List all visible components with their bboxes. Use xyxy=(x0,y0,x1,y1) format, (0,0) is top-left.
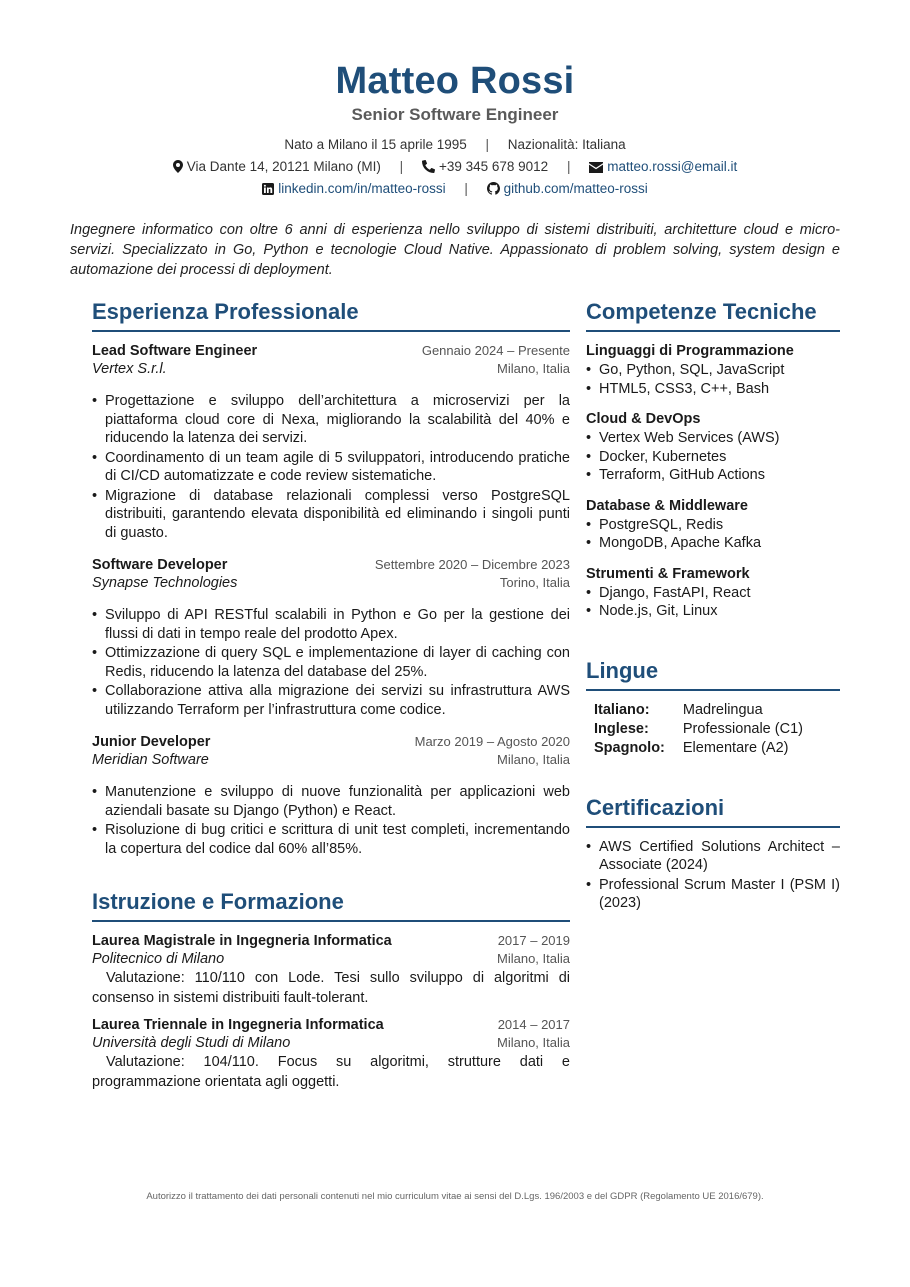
education-section-title: Istruzione e Formazione xyxy=(92,888,570,922)
email-link[interactable]: matteo.rossi@email.it xyxy=(607,159,738,174)
degree-dates: 2014 – 2017 xyxy=(497,1017,570,1032)
separator: | xyxy=(566,159,571,174)
phone-text: +39 345 678 9012 xyxy=(438,159,549,174)
experience-entry xyxy=(92,733,570,858)
linkedin-icon xyxy=(262,183,274,195)
skill-list xyxy=(586,429,840,485)
separator: | xyxy=(399,159,404,174)
github-icon xyxy=(487,182,500,195)
list-item: • Risoluzione di bug critici e scrittura di unit test completi, incrementando la copertura del codice dal 60% all’85%. xyxy=(92,821,570,858)
list-item: • Migrazione di database relazionali complessi verso PostgreSQL distribuiti, garantendo elevata disponibilità ed eliminando i singoli punti di guasto. xyxy=(92,487,570,543)
list-item: • MongoDB, Apache Kafka xyxy=(586,534,840,553)
education-entry xyxy=(92,932,570,1008)
left-column xyxy=(92,298,570,1106)
job-role: Software Developer xyxy=(92,557,228,573)
list-item: • Node.js, Git, Linux xyxy=(586,602,840,621)
job-company: Vertex S.r.l. xyxy=(92,361,167,377)
experience-entry xyxy=(92,342,570,542)
job-bullets xyxy=(92,783,570,858)
nationality-info: Nazionalità: Italiana xyxy=(507,137,626,152)
skill-category: Cloud & DevOps xyxy=(586,411,701,427)
list-item: • Django, FastAPI, React xyxy=(586,584,840,603)
table-row xyxy=(594,701,803,720)
education-note: Valutazione: 110/110 con Lode. Tesi sullo sviluppo di algoritmi di consenso in sistemi distribuiti fault-tolerant. xyxy=(92,970,570,1006)
school-location: Milano, Italia xyxy=(497,951,570,966)
list-item: • Progettazione e sviluppo dell’architettura a microservizi per la piattaforma cloud core di Nexa, migliorando la scalabilità del 40% e riducendo la latenza dei servizi. xyxy=(92,392,570,448)
language-name: Italiano: xyxy=(594,701,650,718)
profile-summary: Ingegnere informatico con oltre 6 anni di esperienza nello sviluppo di sistemi distribuiti, architetture cloud e micro-servizi. Specializzato in Go, Python e tecnologie Cloud Native. Appassionato di problem solving, system design e automazione dei processi di deployment. xyxy=(70,222,840,278)
list-item: • Docker, Kubernetes xyxy=(586,448,840,467)
skill-category: Database & Middleware xyxy=(586,497,748,514)
degree-title: Laurea Triennale in Ingegneria Informatica xyxy=(92,1017,384,1033)
job-location: Milano, Italia xyxy=(497,752,570,767)
candidate-name: Matteo Rossi xyxy=(335,60,575,102)
school-name: Università degli Studi di Milano xyxy=(92,1035,291,1051)
list-item: • Coordinamento di un team agile di 5 sviluppatori, introducendo pratiche di CI/CD automatizzate e code review sistematiche. xyxy=(92,449,570,486)
list-item: • HTML5, CSS3, C++, Bash xyxy=(586,380,840,399)
job-dates: Marzo 2019 – Agosto 2020 xyxy=(414,734,570,749)
github-link[interactable]: github.com/matteo-rossi xyxy=(503,181,648,196)
job-bullets xyxy=(92,392,570,542)
job-bullets xyxy=(92,606,570,719)
list-item: • Go, Python, SQL, JavaScript xyxy=(586,361,840,380)
linkedin-link[interactable]: linkedin.com/in/matteo-rossi xyxy=(278,181,446,196)
list-item: • AWS Certified Solutions Architect – Associate (2024) xyxy=(586,838,840,875)
school-location: Milano, Italia xyxy=(497,1035,570,1050)
experience-entry xyxy=(92,556,570,719)
personal-info-line xyxy=(0,137,910,152)
list-item: • Professional Scrum Master I (PSM I) (2023) xyxy=(586,876,840,913)
job-location: Milano, Italia xyxy=(497,361,570,376)
skill-list xyxy=(586,361,840,398)
list-item: • Terraform, GitHub Actions xyxy=(586,466,840,485)
job-company: Synapse Technologies xyxy=(92,575,238,591)
degree-dates: 2017 – 2019 xyxy=(497,933,570,948)
skill-category: Strumenti & Framework xyxy=(586,565,750,582)
certifications-list xyxy=(586,838,840,913)
job-dates: Settembre 2020 – Dicembre 2023 xyxy=(374,557,570,572)
job-company: Meridian Software xyxy=(92,752,209,768)
language-name: Inglese: xyxy=(594,720,649,737)
experience-section-title: Esperienza Professionale xyxy=(92,298,570,332)
birth-info: Nato a Milano il 15 aprile 1995 xyxy=(284,137,467,152)
language-level: Elementare (A2) xyxy=(682,739,789,756)
languages-section-title: Lingue xyxy=(586,657,840,691)
school-name: Politecnico di Milano xyxy=(92,951,225,967)
contact-info-line xyxy=(0,159,910,174)
separator: | xyxy=(485,137,490,152)
languages-table xyxy=(594,701,803,758)
job-location: Torino, Italia xyxy=(499,575,570,590)
language-level: Professionale (C1) xyxy=(682,720,803,737)
degree-title: Laurea Magistrale in Ingegneria Informatica xyxy=(92,933,392,949)
privacy-footer: Autorizzo il trattamento dei dati personali contenuti nel mio curriculum vitae ai sensi del D.Lgs. 196/2003 e del GDPR (Regolamento UE 2016/679). xyxy=(146,1191,764,1202)
map-marker-icon xyxy=(173,160,183,173)
certifications-section-title: Certificazioni xyxy=(586,794,840,828)
list-item: • PostgreSQL, Redis xyxy=(586,516,840,535)
job-role: Lead Software Engineer xyxy=(92,343,258,359)
envelope-icon xyxy=(589,162,603,173)
skill-list xyxy=(586,584,840,621)
phone-icon xyxy=(422,160,435,173)
education-note: Valutazione: 104/110. Focus su algoritmi, strutture dati e programmazione orientata agli oggetti. xyxy=(92,1054,570,1090)
job-dates: Gennaio 2024 – Presente xyxy=(421,343,570,358)
skill-list xyxy=(586,516,840,553)
links-line xyxy=(0,181,910,196)
list-item: • Sviluppo di API RESTful scalabili in Python e Go per la gestione dei flussi di dati in tempo reale del prodotto Apex. xyxy=(92,606,570,643)
skill-category: Linguaggi di Programmazione xyxy=(586,343,794,359)
list-item: • Vertex Web Services (AWS) xyxy=(586,429,840,448)
separator: | xyxy=(464,181,468,196)
language-name: Spagnolo: xyxy=(594,739,665,756)
table-row xyxy=(594,739,803,758)
list-item: • Ottimizzazione di query SQL e implementazione di layer di caching con Redis, riducendo la latenza del database del 25%. xyxy=(92,644,570,681)
job-role: Junior Developer xyxy=(92,734,211,750)
candidate-role: Senior Software Engineer xyxy=(351,105,559,124)
address-text: Via Dante 14, 20121 Milano (MI) xyxy=(186,159,381,174)
language-level: Madrelingua xyxy=(682,701,763,718)
education-entry xyxy=(92,1016,570,1092)
skills-section-title: Competenze Tecniche xyxy=(586,298,840,332)
list-item: • Manutenzione e sviluppo di nuove funzionalità per applicazioni web aziendali basate su Django (Python) e React. xyxy=(92,783,570,820)
list-item: • Collaborazione attiva alla migrazione dei servizi su infrastruttura AWS utilizzando Terraform per l’infrastruttura come codice. xyxy=(92,682,570,719)
right-column xyxy=(586,298,840,914)
table-row xyxy=(594,720,803,739)
